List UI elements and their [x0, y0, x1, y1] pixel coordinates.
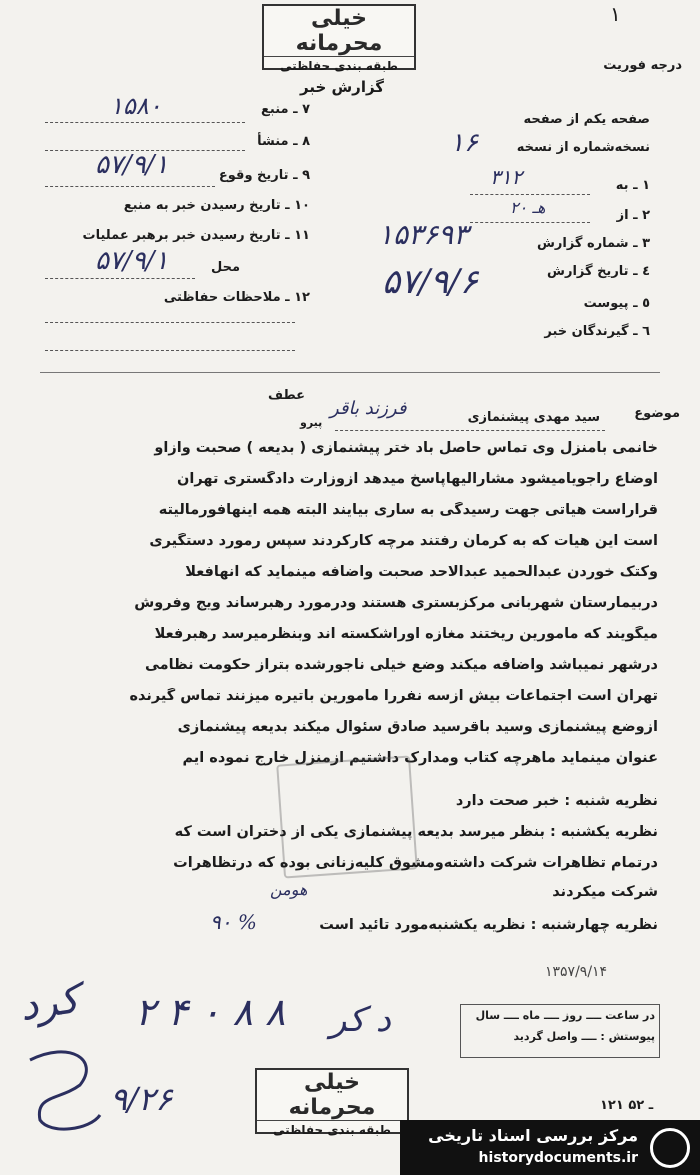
footer-org: مرکز بررسی اسناد تاریخی [428, 1126, 638, 1145]
field-report-date-value: ۵۷/۹/۶ [382, 262, 478, 302]
field-event-date-label: ۹ ـ تاریخ وقوع [218, 168, 310, 183]
body-line-10: ازوضع پیشنمازی وسید باقرسید صادق سئوال میکند بدیعه پیشنمازی [177, 719, 658, 735]
ref-pirou-label: پیرو [300, 416, 323, 429]
body-line-7: میگویند که مامورین ریختند مغازه اوراشکسته اند وبنظرمیرسد رهبرفعلا [154, 626, 658, 642]
field-page-label: صفحه یکم از صفحه [523, 112, 650, 127]
note-sunday-1: نظریه یکشنبه : بنظر میرسد بدیعه پیشنمازی یکی از دختران است که [174, 824, 658, 840]
reception-line-2: پیوستش : ــــ واصل گردید [513, 1030, 655, 1043]
field-copy-label: نسخه‌شماره از نسخه [516, 140, 650, 155]
note-sunday-3: شرکت میکردند [552, 884, 658, 900]
field-event-date-value: ۵۷/۹/۱ [95, 150, 169, 180]
handwritten-scribble [20, 1040, 110, 1140]
field-received-source-label: ۱۰ ـ تاریخ رسیدن خبر به منبع [123, 198, 310, 213]
field-report-date-label: ٤ ـ تاریخ گزارش [547, 264, 650, 279]
page-code: ۱۲۱ ـ ۵۲ [600, 1098, 654, 1113]
note-hand-percent: ۹۰ % [210, 910, 257, 934]
field-place-value: ۵۷/۹/۱ [95, 246, 169, 276]
body-line-2: اوضاع راجویامیشود مشارالیهاپاسخ میدهد ازوزارت دادگستری تهران [177, 471, 658, 487]
priority-label: درجه فوریت [603, 58, 682, 73]
field-to-label: ۱ ـ به [615, 178, 650, 193]
field-to-value: ۳۱۲ [490, 165, 523, 189]
field-attachment-label: ٥ ـ پیوست [583, 296, 650, 311]
body-line-5: وکتک خوردن عبدالحمید عبدالاحد صحبت واضافه مینماید که آنهافعلا [185, 564, 658, 580]
field-from-label: ۲ ـ از [616, 208, 650, 223]
field-report-number-label: ۳ ـ شماره گزارش [536, 236, 650, 251]
footer-logo-icon [650, 1128, 690, 1168]
footer-site: historydocuments.ir [478, 1150, 638, 1166]
bottom-classification-stamp [255, 1068, 409, 1137]
field-source-label: ۷ ـ منبع [261, 102, 310, 117]
date-stamp: ۱۳۵۷/۹/۱۴ [545, 964, 608, 980]
handwritten-number: ۲ ۴ ۰ ۸ ۸ [135, 990, 286, 1034]
field-from-line [470, 222, 590, 223]
note-sunday-2: درتمام تظاهرات شرکت داشته‌ومشوق کلیه‌زنانی بوده که درتظاهرات [173, 855, 658, 871]
note-hand-name: هومن [270, 880, 308, 899]
field-event-date-line [45, 186, 215, 187]
handwritten-bottom-date: ۹/۲۶ [110, 1080, 173, 1118]
note-saturday: نظریه شنبه : خبر صحت دارد [455, 793, 658, 809]
body-line-4: است این هیات که به کرمان رفتند مرچه کارکردند سپس رمورد دستگیری [149, 533, 658, 549]
bottom-stamp-title: خیلی محرمانه [288, 1070, 376, 1120]
handwritten-signature: کرد [17, 976, 82, 1030]
field-received-leader-label: ۱۱ ـ تاریخ رسیدن خبر برهبر عملیات [82, 228, 310, 243]
footer-watermark [400, 1120, 700, 1175]
subject-handwritten: فرزند باقر [330, 398, 407, 419]
top-stamp-subtitle: طبقه بندی حفاظتی [264, 56, 414, 73]
field-place-label: محل [210, 260, 240, 275]
note-wednesday: نظریه چهارشنبه : نظریه یکشنبه‌مورد تائید است [319, 917, 658, 933]
top-classification-stamp [262, 4, 416, 73]
field-from-value: ۲۰ هـ [510, 198, 546, 217]
reception-line-1: در ساعت ــــ روز ــــ ماه ــــ سال [475, 1009, 655, 1022]
reception-stamp [460, 1004, 660, 1058]
body-line-8: درشهر نمیباشد واضافه میکند وضع خیلی ناجورشده بتراز حکومت نظامی [144, 657, 658, 673]
notes-line-1 [45, 322, 295, 323]
field-recipients-label: ٦ ـ گیرندگان خبر [544, 324, 650, 339]
subject-line [335, 430, 605, 431]
field-source-value: ۱۵۸۰ [110, 92, 162, 120]
subject-text: سید مهدی پیشنمازی [467, 410, 600, 425]
field-security-notes-label: ۱۲ ـ ملاحظات حفاظتی [163, 290, 310, 305]
field-place-line [45, 278, 195, 279]
body-line-3: قراراست هیاتی جهت رسیدگی به ساری بیایند البته همه اینهافورمالیته [158, 502, 658, 518]
ref-atf-label: عطف [268, 388, 306, 403]
field-origin-label: ۸ ـ منشأ [257, 134, 310, 149]
body-line-1: خانمی بامنزل وی تماس حاصل باد ختر پیشنمازی ( بدیعه ) صحبت وازاو [154, 440, 658, 456]
header-divider [40, 372, 660, 373]
body-line-11: عنوان مینماید ماهرچه کتاب ومدارک داشتیم ازمنزل خارج نموده ایم [182, 750, 658, 766]
report-type-title: گزارش خبر [300, 78, 385, 96]
bottom-stamp-subtitle: طبقه بندی حفاظتی [257, 1120, 407, 1137]
body-line-6: دربیمارستان شهربانی مرکزبستری هستند ودرمورد رهبرساند ویج وفروش [134, 595, 658, 611]
corner-mark: ١ [610, 2, 621, 26]
body-line-9: تهران است اجتماعات بیش ازسه نفررا مامورین باتیره میزنند تماس گیرنده [129, 688, 658, 704]
top-stamp-title: خیلی محرمانه [295, 6, 383, 56]
field-report-number-value: ۱۵۳۶۹۳ [378, 218, 469, 251]
handwritten-initials: د کر [330, 1000, 391, 1040]
field-copy-value: ۱۶ [450, 128, 478, 158]
field-source-line [45, 122, 245, 123]
subject-label: موضوع [634, 406, 680, 421]
field-to-line [470, 194, 590, 195]
notes-line-2 [45, 350, 295, 351]
